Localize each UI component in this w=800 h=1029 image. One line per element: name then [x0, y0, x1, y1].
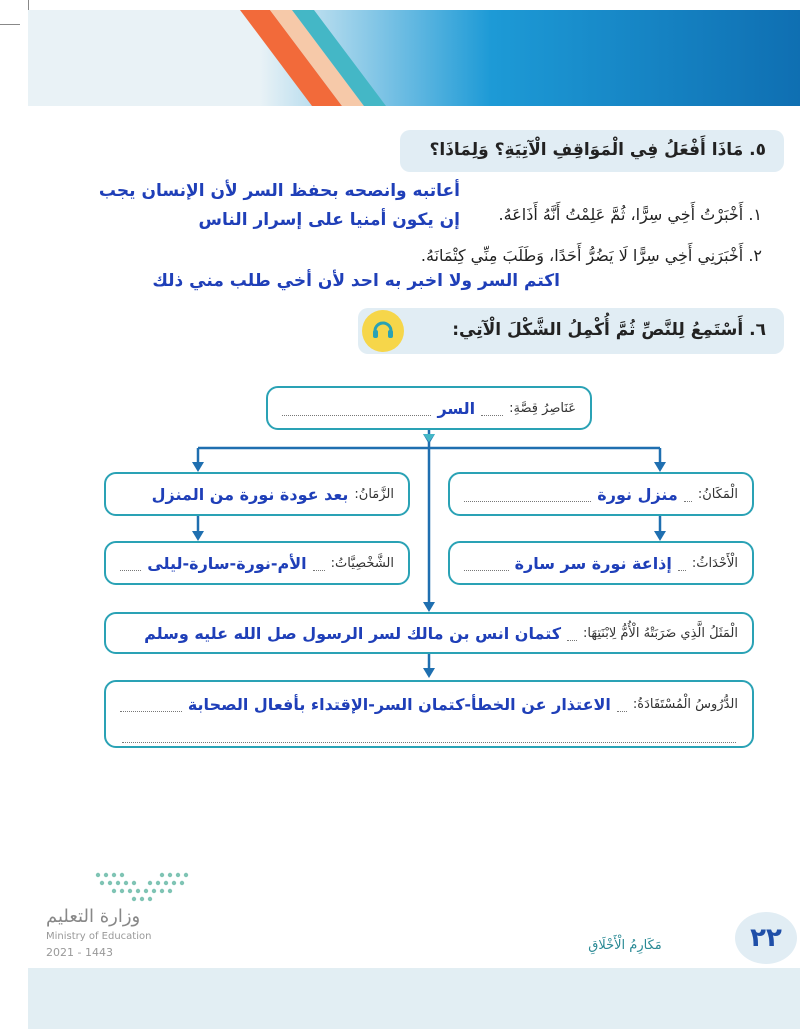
- characters-label: الشَّخْصِيَّاتُ:: [330, 555, 394, 571]
- ministry-name-en: Ministry of Education: [46, 931, 152, 942]
- item2-text: ٢. أَخْبَرَنِي أَخِي سِرًّا لَا يَضُرُّ أَحَدًا، وَطَلَبَ مِنِّي كِتْمَانَهُ.: [420, 246, 762, 265]
- place-box: [448, 472, 754, 516]
- story-elements-answer: السر: [437, 398, 476, 418]
- book-title: مَكَارِمُ الْأَخْلَاقِ: [588, 938, 662, 953]
- ministry-logo-dots: [92, 870, 192, 904]
- item1-answer-line2: إن يكون أمنيا على إسرار الناس: [198, 210, 460, 230]
- time-answer: بعد عودة نورة من المنزل: [151, 484, 349, 504]
- events-label: الْأَحْدَاثُ:: [691, 555, 738, 571]
- question5-title: ٥. مَاذَا أَفْعَلُ فِي الْمَوَاقِفِ الْآتِيَةِ؟ وَلِمَاذَا؟: [429, 140, 766, 160]
- page-number: ٢٢: [750, 923, 782, 953]
- item1-text: ١. أَخْبَرْتُ أَخِي سِرًّا، ثُمَّ عَلِمْتُ أَنَّهُ أَذَاعَهُ.: [498, 205, 762, 224]
- example-box: [104, 612, 754, 654]
- time-box: [104, 472, 410, 516]
- characters-answer: الأم-نورة-سارة-ليلى: [147, 553, 307, 573]
- story-elements-label: عَنَاصِرُ قِصَّةِ:: [509, 400, 576, 416]
- footer-band: [28, 968, 800, 1029]
- lessons-answer: الاعتذار عن الخطأ-كتمان السر-الإقتداء بأفعال الصحابة: [187, 694, 611, 714]
- example-label: الْمَثَلُ الَّذِي ضَرَبَتْهُ الْأُمُّ لِابْنَتِهَا:: [583, 625, 738, 641]
- characters-box: [104, 541, 410, 585]
- question6-title: ٦. أَسْتَمِعُ لِلنَّصِّ ثُمَّ أُكْمِلُ الشَّكْلَ الْآتِي:: [452, 320, 766, 340]
- item2-answer: اكتم السر ولا اخبر به احد لأن أخي طلب مني ذلك: [152, 271, 560, 291]
- page-number-badge: [735, 912, 797, 964]
- year-label: 2021 - 1443: [46, 946, 113, 959]
- time-label: الزَّمَانُ:: [354, 486, 394, 502]
- story-elements-box: [266, 386, 592, 430]
- lessons-label: الدُّرُوسُ الْمُسْتَفَادَةُ:: [632, 696, 738, 712]
- item1-answer-line1: أعاتبه وانصحه بحفظ السر لأن الإنسان يجب: [98, 181, 460, 201]
- events-answer: إذاعة نورة سر سارة: [514, 553, 672, 573]
- place-label: الْمَكَانُ:: [697, 486, 738, 502]
- place-answer: منزل نورة: [597, 484, 678, 504]
- lessons-blank-line: [122, 728, 736, 743]
- ministry-name-ar: وزارة التعليم: [46, 906, 141, 927]
- lessons-box: [104, 680, 754, 748]
- events-box: [448, 541, 754, 585]
- example-answer: كتمان انس بن مالك لسر الرسول صل الله عليه وسلم: [144, 623, 562, 643]
